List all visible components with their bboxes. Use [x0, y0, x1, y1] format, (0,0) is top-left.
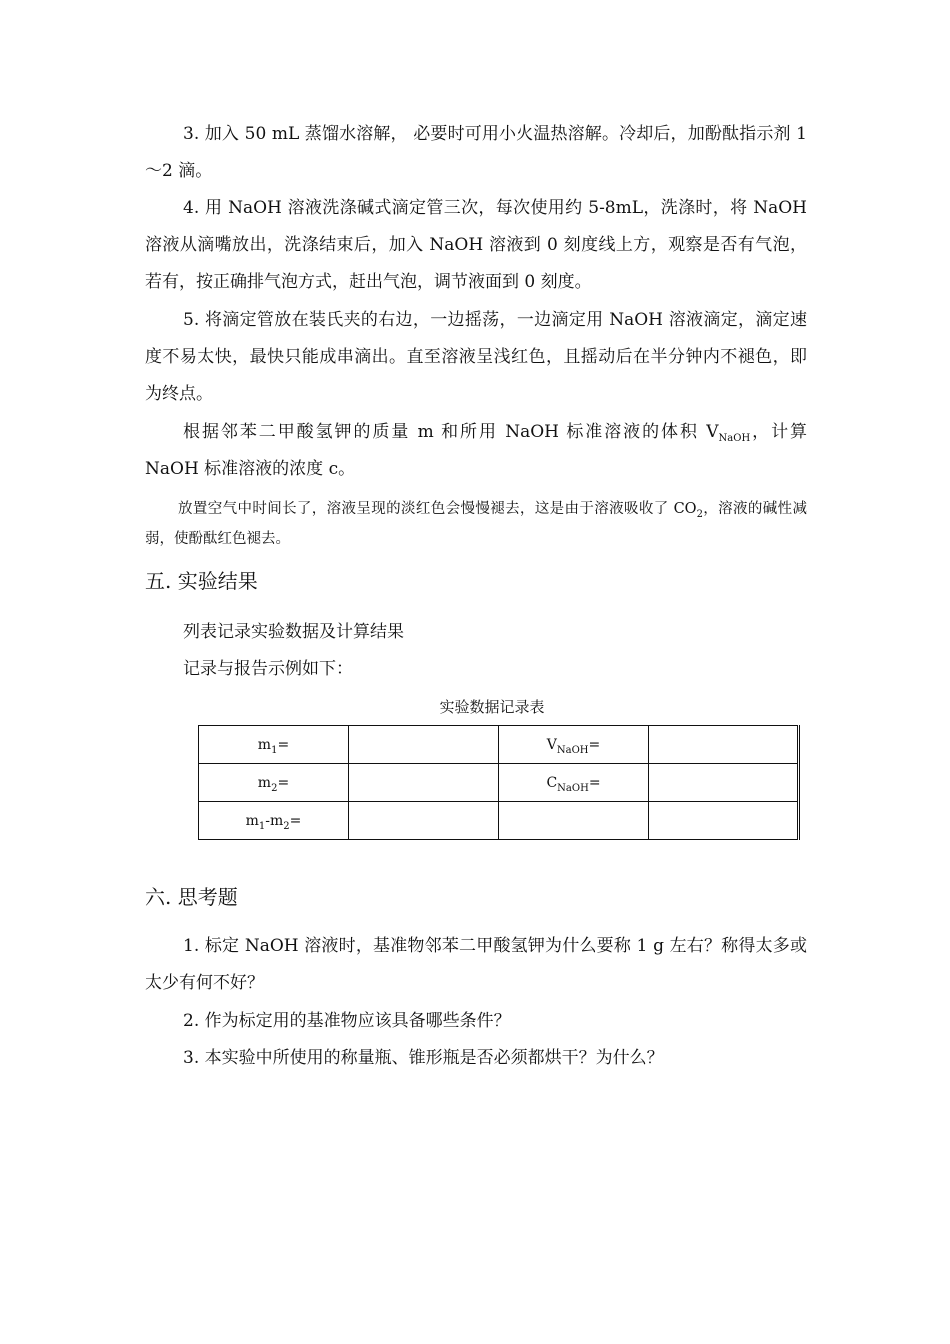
question-3: 3. 本实验中所使用的称量瓶、锥形瓶是否必须都烘干？为什么？ [183, 1048, 664, 1068]
question-1: 1. 标定 NaOH 溶液时，基准物邻苯二甲酸氢钾为什么要称 1 g 左右？称得太多或太少有何不好？ [145, 936, 807, 993]
table-caption: 实验数据记录表 [439, 698, 545, 716]
table-row [199, 802, 799, 840]
table-cell-empty[interactable] [499, 802, 649, 840]
step-4: 4. 用 NaOH 溶液洗涤碱式滴定管三次，每次使用约 5-8mL，洗涤时，将 NaOH 溶液从滴嘴放出，洗涤结束后，加入 NaOH 溶液到 0 刻度线上方，观察是否有气泡，若有，按正确排气泡方式，赶出气泡，调节液面到 0 刻度。 [145, 198, 807, 292]
section-5-title: 五. 实验结果 [145, 569, 258, 593]
section-5-line-1: 列表记录实验数据及计算结果 [183, 622, 404, 642]
calculation-paragraph [145, 414, 807, 488]
question-2: 2. 作为标定用的基准物应该具备哪些条件？ [183, 1011, 511, 1031]
step-3: 3. 加入 50 mL 蒸馏水溶解， 必要时可用小火温热溶解。冷却后，加酚酞指示剂 1～2 滴。 [145, 124, 807, 181]
table-cell-vnaoh-value[interactable] [649, 726, 799, 764]
footnote [145, 494, 807, 554]
step-5: 5. 将滴定管放在装氏夹的右边，一边摇荡，一边滴定用 NaOH 溶液滴定，滴定速度不易太快，最快只能成串滴出。直至溶液呈浅红色，且摇动后在半分钟内不褪色，即为终点。 [145, 310, 807, 404]
table-cell-vnaoh-label: $V_{NaOH}=$ [499, 726, 649, 764]
table-cell-empty[interactable] [649, 802, 799, 840]
table-cell-m1-label: $m_1=$ [199, 726, 349, 764]
calc-subscript: NaOH [718, 433, 751, 444]
table-cell-cnaoh-label: $C_{NaOH}=$ [499, 764, 649, 802]
table-cell-cnaoh-value[interactable] [649, 764, 799, 802]
table-cell-m2-value[interactable] [349, 764, 499, 802]
calc-text-1: 根据邻苯二甲酸氢钾的质量 m 和所用 NaOH 标准溶液的体积 V [183, 422, 719, 442]
table-row [199, 764, 799, 802]
note-subscript: 2 [696, 509, 703, 520]
data-record-table [198, 725, 800, 840]
table-cell-m1-m2-value[interactable] [349, 802, 499, 840]
calc-text-2: ，计算 NaOH 标准溶液的浓度 c。 [145, 422, 808, 479]
note-text-1: 放置空气中时间长了，溶液呈现的淡红色会慢慢褪去，这是由于溶液吸收了 CO [178, 501, 697, 517]
section-5-line-2: 记录与报告示例如下： [183, 659, 353, 679]
table-cell-m1-value[interactable] [349, 726, 499, 764]
table-cell-m1-m2-label: $m_1-m_2=$ [199, 802, 349, 840]
section-6-title: 六. 思考题 [145, 885, 238, 909]
note-text-2: ，溶液的碱性减弱，使酚酞红色褪去。 [145, 501, 808, 547]
table-cell-m2-label: $m_2=$ [199, 764, 349, 802]
table-row [199, 726, 799, 764]
